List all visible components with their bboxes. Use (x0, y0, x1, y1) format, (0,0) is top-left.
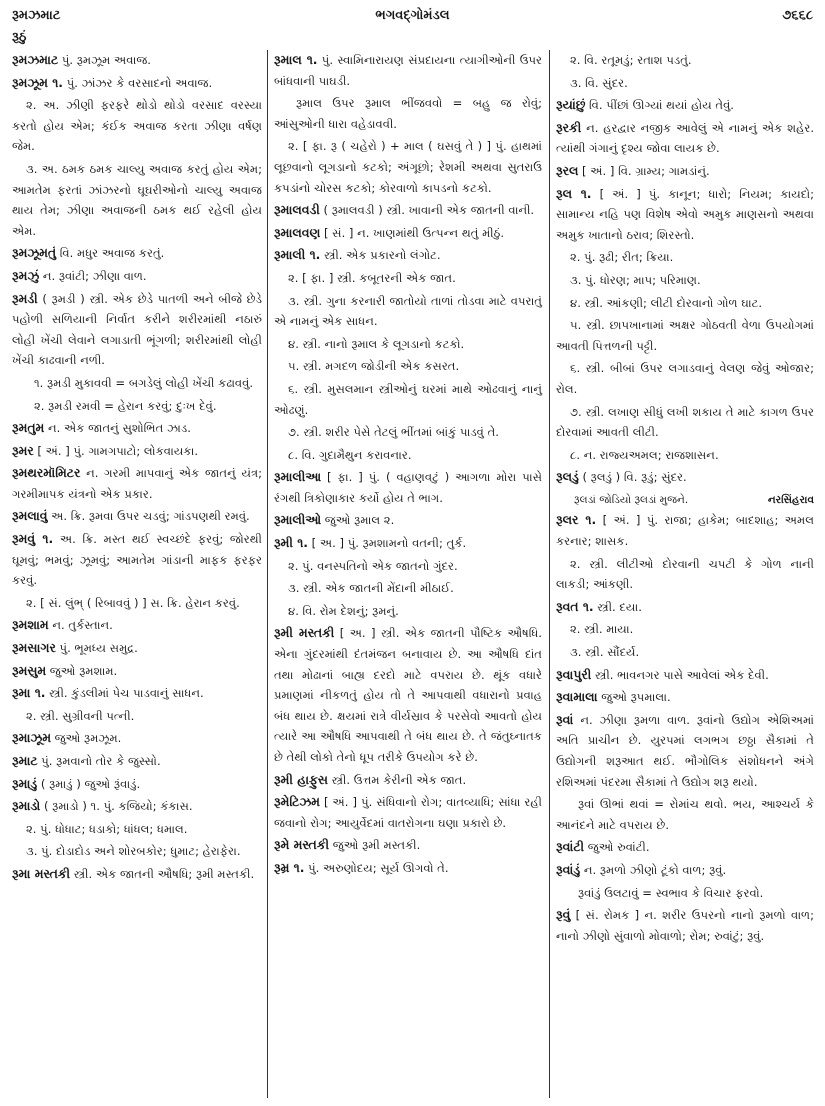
headword: રૂમેટિઝમ (274, 794, 320, 810)
definition-text: ૨. [ ફા. રૂ ( ચહેરો ) + માલ ( ઘસવું તે ) ] પું. હાથમાં લૂછવાનો લૂગડાનો કટકો; અંગૂછો; રેશમી અથવા સુતરાઉ કપડાંનો ચોરસ કટકો; કોરવાળો કાપડનો કટકો. (274, 139, 542, 195)
sense-item (274, 422, 542, 443)
definition-text: ન. હરદ્વાર નજીક આવેલું એ નામનું એક શહેર. ત્યાંથી ગંગાનું દૃશ્ય જોવા લાયક છે. (556, 120, 814, 156)
sense-item (274, 356, 542, 377)
definition-text: ૨. અ. ઝીણી ફરફરે થોડો થોડો વરસાદ વરસ્યા કરતો હોય એમ; કંઈક અવાજ કરતા ઝીણા વર્ષણ જેમ. (12, 98, 262, 154)
definition-text: ૨. પું. રૂઢી; રીત; ક્રિયા. (570, 250, 674, 265)
dictionary-entry (556, 118, 814, 159)
definition-text: ન. રૂમળો ઝીણો ટૂંકો વાળ; રૂવું. (580, 862, 727, 877)
definition-text: પું. અરુણોદય; સૂર્ય ઊગવો તે. (304, 860, 449, 875)
dictionary-entry (556, 905, 814, 946)
dictionary-entry (274, 510, 542, 531)
dictionary-entry (12, 683, 262, 704)
dictionary-entry (12, 774, 262, 795)
definition-text: [ અં. ] પું. રાજા; હાકેમ; બાદશાહ; અમલ કરનાર; શાસક. (556, 513, 814, 549)
definition-text: સ્ત્રી. ઉત્તમ કેરીની એક જાત. (327, 772, 467, 787)
dictionary-entry (274, 792, 542, 833)
headword: રૂમર (12, 442, 34, 458)
page-header (12, 8, 813, 28)
definition-text: ન. તુર્કસ્તાન. (48, 618, 113, 633)
headword: રૂમઝૂમ ૧. (12, 74, 64, 90)
usage-example (12, 373, 262, 394)
headword: રૂવાપુરી (556, 666, 592, 682)
dictionary-entry (556, 161, 814, 182)
headword: રૂમાડું (12, 775, 38, 791)
headword: રૂમશામ (12, 617, 49, 633)
definition-text: [ અં. ] પું. સંધિવાનો રોગ; વાતવ્યાધિ; સાંધા રહી જવાનો રોગ; આયુર્વેદમાં વાતરોગના ઘણા પ્રકારો છે. (274, 795, 542, 830)
definition-text: પું. ભૂમધ્ય સમુદ્ર. (55, 641, 138, 656)
dictionary-entry (274, 835, 542, 856)
definition-text: ન. ઝીણા રૂમળા વાળ. રૂવાંનો ઉદ્યોગ એશિઅમાં અતિ પ્રાચીન છે. યુરપમાં લગભગ છઠ્ઠા સૈકામાં તે ઉદ્યોગની શરૂઆત થઈ. ભૌગોલિક સંશોધનને અંગે રશિઅમાં પંદરમા સૈકામાં તે ઉદ્યોગ શરૂ થયો. (556, 712, 814, 789)
dictionary-entry (556, 467, 814, 488)
dictionary-entry (12, 661, 262, 682)
definition-text: ૩. સ્ત્રી. એક જાતની મેંદાની મીઠાઈ. (288, 581, 454, 596)
dictionary-entry (12, 266, 262, 287)
usage-example (274, 93, 542, 134)
column-divider (267, 50, 268, 1098)
headword: રૂલ ૧. (556, 185, 592, 201)
definition-text: ૪. સ્ત્રી. આંકણી; લીટી દોરવાનો ગોળ ઘાટ. (570, 295, 763, 310)
definition-text: ૫. સ્ત્રી. મગદળ જોડીની એક કસરત. (288, 359, 460, 374)
sense-item (12, 593, 262, 614)
sense-item (274, 601, 542, 622)
dictionary-entry (556, 510, 814, 551)
headword: રૂમડી (12, 290, 38, 306)
definition-text: ૩. પું. ધોરણ; માપ; પરિમાણ. (570, 272, 701, 287)
definition-text: ( રૂમાડો ) ૧. પું. કજિયો; કંકાસ. (40, 799, 193, 814)
headword: રૂમઝૂમતું (12, 245, 57, 261)
sense-item (274, 334, 542, 355)
definition-text: ૨. [ સં. લુંભ્ ( રિબાવવું ) ] સ. ક્રિ. હેરાન કરવું. (26, 595, 240, 610)
dictionary-entry (274, 200, 542, 221)
definition-text: ૨. સ્ત્રી. માયા. (570, 622, 634, 637)
sense-item (556, 50, 814, 71)
definition-text: ૮. વિ. ગુદામૈથુન કરાવનાર. (288, 447, 412, 462)
definition-text: ૪. સ્ત્રી. નાનો રૂમાલ કે લૂગડાનો કટકો. (288, 336, 465, 351)
definition-text: જુઓ રુવાંટી. (584, 840, 650, 855)
definition-text: ૨. પું. ધોધાટ; ધડાકો; ધાંધલ; ધમાલ. (26, 821, 188, 836)
first-guide-word: રૂમઝમાટ (12, 8, 61, 23)
headword: રૂવાંટી (556, 839, 585, 855)
headword: રૂમાટ (12, 753, 38, 768)
usage-example (12, 396, 262, 417)
definition-text: ૪. વિ. રોમ દેશનું; રૂમનું. (288, 603, 399, 618)
definition-text: ૬. સ્ત્રી. મુસલમાન સ્ત્રીઓનું ઘરમાં માથે ઓઢવાનું નાનું ઓઢણું. (274, 381, 542, 417)
column-3 (556, 50, 814, 948)
headword: રૂમલાવું (12, 508, 48, 524)
headword: રૂવું (556, 907, 571, 923)
definition-text: પું. ઝાંઝર કે વરસાદનો અવાજ. (63, 75, 213, 90)
headword: રૂમાડો (12, 798, 41, 814)
definition-text: ( રૂલડું ) વિ. રૂડું; સુંદર. (578, 470, 687, 485)
headword: રૂવાં (556, 711, 574, 727)
definition-text: [ અં. ] પું. ગામગપાટો; લોકવાયકા. (33, 443, 199, 458)
definition-text: રૂવાં ઊભાં થવાં = રોમાંચ થવો. ભય, આશ્ચર્ય કે આનંદને માટે વપરાય છે. (556, 797, 814, 832)
dictionary-entry (274, 770, 542, 791)
dictionary-entry (12, 796, 262, 817)
definition-text: પું. રૂમઝૂમ અવાજ. (58, 53, 151, 67)
dictionary-entry (556, 597, 814, 618)
headword: રૂરકી (556, 119, 582, 135)
sense-item (556, 293, 814, 314)
definition-text: અ. ક્રિ. રૂમવા ઉપર ચડવું; ગાંડપણથી રમવું. (47, 509, 250, 524)
dictionary-entry (12, 441, 262, 462)
quotation (556, 490, 814, 511)
headword: રૂમાલ ૧. (274, 52, 318, 67)
headword: રૂલડું (556, 469, 579, 485)
sense-item (12, 159, 262, 241)
sense-item (556, 619, 814, 640)
headword: રૂમાલીઓ (274, 512, 322, 528)
definition-text: [ અ. ] સ્ત્રી. એક જાતની પૌષ્ટિક ઔષધિ. એના ગુંદરમાંથી દંતમંજન બનાવાય છે. આ ઔષધિ દાંત તથા મોઢાનાં બાહ્ય દરદો માટે વપરાય છે. થૂંક વધારે પ્રમાણમાં નીકળતું હોય તો તે આપવાથી વધારાનો પ્રવાહ બંધ થાય છે. ક્ષયમાં રાત્રે વીર્યસ્રાવ કે પરસેવો આવતો હોય ત્યારે આ ઔષધિ આપવાથી તે બંધ થાય છે. તે જંતુઘ્નાતક છે તેથી લોકો તેનો ધૂપ તરીકે ઉપયોગ કરે છે. (274, 626, 542, 764)
dictionary-entry (12, 751, 262, 772)
headword: રૂમાલી ૧. (274, 247, 321, 263)
sense-item (274, 379, 542, 420)
dictionary-entry (274, 533, 542, 554)
sense-item (274, 578, 542, 599)
definition-text: ( રૂમાડું ) જુઓ રૂંવાડું. (37, 776, 141, 791)
definition-text: [ સં. રોમક ] ન. શરીર ઉપરનો નાનો રૂમળો વાળ; નાનો ઝીણો સુંવાળો મોવાળો; રોમ; રુવાંટું; રૂવું. (556, 908, 814, 943)
sense-item (556, 73, 814, 94)
sense-item (556, 358, 814, 399)
sense-item (556, 270, 814, 291)
sense-item (556, 247, 814, 268)
dictionary-entry (556, 710, 814, 792)
dictionary-entry (274, 467, 542, 508)
definition-text: ૬. સ્ત્રી. બીબાં ઉપર લગાડવાનું વેલણ જેવું ઓજાર; રોલ. (556, 361, 814, 396)
dictionary-entry (12, 289, 262, 371)
sense-item (12, 95, 262, 157)
headword: રૂમે મસ્તકી (274, 837, 330, 853)
dictionary-entry (556, 665, 814, 686)
definition-text: ૭. સ્ત્રી. લખાણ સીધું લખી શકાય તે માટે કાગળ ઉપર દોરવામાં આવતી લીટી. (556, 404, 814, 440)
dictionary-entry (556, 95, 814, 116)
headword: રૂમ્ર ૧. (274, 859, 305, 875)
headword: રૂલર ૧. (556, 512, 597, 528)
dictionary-entry (12, 864, 262, 885)
definition-text: જુઓ રૂમાલ ૨. (321, 513, 395, 528)
dictionary-entry (12, 73, 262, 94)
definition-text: ૩. અ. ઠમક ઠમક ચાલ્યુ અવાજ કરતું હોય એમ; આમતેમ ફરતાં ઝાંઝરનો ઘૂઘરીઓનો ચાલ્યુ અવાજ થાય તેમ; ઝીણા અવાજની ઠમક થઈ રહેલી હોય એમ. (12, 161, 262, 238)
definition-text: [ અં. ] વિ. ગ્રામ્ય; ગામડાંનું. (578, 163, 710, 178)
sense-item (556, 554, 814, 595)
sense-item (274, 268, 542, 289)
headword: રૂમતુમ (12, 420, 45, 436)
dictionary-entry (12, 638, 262, 659)
usage-example (556, 883, 814, 904)
page-number: ૭૬૬૮ (782, 8, 813, 23)
headword: રૂરલ (556, 162, 579, 178)
definition-text: પું. સ્વામિનારાયણ સંપ્રદાયના ત્યાગીઓની ઉપર બાંધવાની પાઘડી. (274, 53, 542, 88)
dictionary-entry (274, 245, 542, 266)
sense-item (274, 556, 542, 577)
headword: રૂમાઝૂમ (12, 730, 51, 746)
sense-item (12, 841, 262, 862)
headword: રૂમા ૧. (12, 685, 46, 701)
headword: રૂમાલીઆ (274, 469, 322, 485)
definition-text: અ. ક્રિ. મસ્ત થઈ સ્વચ્છંદે ફરવું; જોરથી ઘૂમવું; ભમવું; ઝૂમવું; આમતેમ ગાંડાની માફક ફરફર કરવું. (12, 532, 263, 588)
headword: રૂવત ૧. (556, 598, 594, 614)
dictionary-entry (556, 860, 814, 881)
definition-text: ૨. વિ. રતૂમડું; રતાશ પડતું. (570, 53, 692, 67)
sense-item (556, 402, 814, 443)
definition-text: ન. રૂવાંટી; ઝીણા વાળ. (39, 268, 147, 283)
dictionary-entry (12, 463, 262, 504)
sense-item (556, 445, 814, 466)
headword: રૂમી ૧. (274, 535, 308, 551)
sense-item (274, 136, 542, 198)
definition-text: પું. રૂમવાનો તોર કે જુસ્સો. (37, 754, 161, 768)
definition-text: સ્ત્રી. કુંડલીમાં પેચ પાડવાનું સાધન. (45, 686, 204, 701)
headword: રૂમસુમ (12, 662, 47, 678)
headword: રૂમી હાફુસ (274, 771, 328, 787)
sense-item (12, 819, 262, 840)
definition-text: [ ફા. ] પું. ( વહાણવટું ) આગળા મોરા પાસે રંગથી ત્રિકોણાકાર કર્યો હોય તે ભાગ. (274, 470, 542, 505)
definition-text: જુઓ રૂમઝૂમ. (50, 731, 122, 746)
column-divider (549, 50, 550, 1098)
headword: રૂમાલવડી (274, 202, 320, 218)
dictionary-entry (12, 243, 262, 264)
dictionary-entry (12, 506, 262, 527)
dictionary-entry (274, 623, 542, 767)
headword: રૂમવું ૧. (12, 531, 54, 547)
definition-text: ૩. સ્ત્રી. ગુના કરનારી જાતોયો તાળાં તોડવા માટે વપરાતું એ નામનું એક સાધન. (274, 293, 542, 329)
definition-text: સ્ત્રી. એક પ્રકારનો લંગોટ. (320, 248, 441, 263)
column-1 (12, 50, 262, 887)
definition-text: રૂમાલ ઉપર રૂમાલ ભીંજવવો = બહુ જ રોવું; આંસુઓની ધારા વહેડાવવી. (274, 96, 542, 131)
headword: રૂમથરમૉમિટર (12, 465, 81, 481)
definition-text: સ્ત્રી. એક જાતની ઔષધિ; રૂમી મસ્તકી. (70, 866, 255, 881)
dictionary-entry (274, 858, 542, 879)
definition-text: [ સં. ] ન. ખાણમાંથી ઉત્પન્ન થતું મીઠું. (320, 225, 505, 240)
definition-text: ૩. સ્ત્રી. સૌંદર્ય. (570, 645, 640, 660)
definition-text: ૨. સ્ત્રી. લીટીઓ દોરવાની ચપટી કે ગોળ નાની લાકડી; આંકણી. (556, 556, 814, 592)
dictionary-entry (556, 837, 814, 858)
dictionary-entry (12, 50, 262, 71)
definition-text: ૧. રૂમડી મુકાવવી = બગડેલું લોહી ખેંચી કઢાવવું. (34, 375, 254, 390)
definition-text: ૮. ન. રાજ્યઅમલ; રાજશાસન. (570, 447, 719, 462)
definition-text: ૨. રૂમડી રમવી = હેરાન કરવું; દુઃખ દેવું. (34, 398, 217, 413)
headword: રૂવામાલા (556, 689, 598, 705)
definition-text: ૩. વિ. સુંદર. (570, 75, 628, 90)
definition-text: ( રૂમાલવડી ) સ્ત્રી. ખાવાની એક જાતની વાની. (319, 203, 535, 218)
sense-item (274, 291, 542, 332)
quote-author: નરસિંહરાવ (767, 493, 814, 506)
definition-text: સ્ત્રી. ભાવનગર પાસે આવેલાં એક દેવી. (591, 667, 769, 682)
definition-text: જુઓ રૂમી મસ્તકી. (329, 838, 421, 853)
definition-text: ૨. [ ફા. ] સ્ત્રી. કબૂતરની એક જાત. (288, 270, 456, 285)
headword: રૂમી મસ્તકી (274, 625, 335, 641)
column-2 (274, 50, 542, 881)
headword: રૂમાલવણ (274, 224, 321, 240)
headword: રૂયાંછું (556, 97, 586, 113)
sense-item (274, 445, 542, 466)
dictionary-entry (274, 223, 542, 244)
definition-text: ૭. સ્ત્રી. શરીર પેસે તેટલું ભીંતમાં બાંકું પાડવું તે. (288, 425, 499, 440)
headword: રૂમઝું (12, 267, 40, 283)
dictionary-entry (12, 728, 262, 749)
definition-text: વિ. પીંછાં ઊગ્યાં થયાં હોય તેવું. (585, 98, 734, 113)
definition-text: [ અં. ] પું. કાનૂન; ધારો; નિયમ; કાયદો; સામાન્ય નહિ પણ વિશેષ એવો અમુક માણસનો અથવા અમુક ખાતાનો ઠરાવ; શિરસ્તો. (556, 186, 814, 242)
definition-text: રૂવાંડું ઉલટાવું = સ્વભાવ કે વિચાર ફરવો. (578, 885, 764, 900)
definition-text: સ્ત્રી. દયા. (593, 599, 642, 614)
definition-text: જુઓ રૂપમાલા. (597, 690, 671, 705)
definition-text: ન. ગરમી માપવાનું એક જાતનું યંત્ર; ગરમીમાપક યંત્રનો એક પ્રકાર. (12, 466, 262, 501)
headword: રૂમા મસ્તકી (12, 865, 71, 881)
dictionary-entry (556, 184, 814, 246)
usage-example (556, 794, 814, 835)
book-title: ભગવદ્ગોમંડલ (375, 8, 450, 23)
headword: રૂવાંડું (556, 861, 581, 877)
sense-item (556, 315, 814, 356)
dictionary-entry (12, 418, 262, 439)
definition-text: ૩. પું. દોડાદોડ અને શોરબકોર; ધુમાટ; હેરાફેરા. (26, 844, 241, 859)
last-guide-word: રૂઠું (12, 30, 27, 45)
definition-text: ( રૂમડી ) સ્ત્રી. એક છેડે પાતળી અને બીજે છેડે પહોળી સળિયાની નિર્વાત કરીને શરીરમાંથી નઠારું લોહી ખેંચી લેવાને લગાડાતી ભૂંગળી; શરીરમાંથી લોહી ખેંચી કાઢવાની નળી. (12, 291, 262, 368)
quote-text: રૂલડાં જોડિયો રૂલડાં મુજને. (574, 493, 689, 506)
dictionary-entry (12, 615, 262, 636)
dictionary-entry (556, 687, 814, 708)
dictionary-entry (12, 529, 262, 591)
definition-text: જુઓ રૂમશામ. (46, 663, 118, 678)
definition-text: ૫. સ્ત્રી. છાપખાનામાં અક્ષર ગોઠવતી વેળા ઉપયોગમાં આવતી પિત્તળની પટ્ટી. (556, 318, 814, 353)
definition-text: વિ. મધુર અવાજ કરતું. (56, 246, 165, 261)
sense-item (12, 706, 262, 727)
definition-text: [ અ. ] પું. રૂમશામનો વતની; તુર્ક. (307, 536, 467, 551)
headword: રૂમઝમાટ (12, 52, 59, 67)
definition-text: ૨. સ્ત્રી. સુગ્રીવની પત્ની. (26, 708, 135, 723)
sense-item (556, 642, 814, 663)
definition-text: ન. એક જાતનું સુશોભિત ઝાડ. (44, 421, 191, 436)
dictionary-entry (274, 50, 542, 91)
definition-text: ૨. પું. વનસ્પતિનો એક જાતનો ગુંદર. (288, 558, 458, 573)
headword: રૂમસાગર (12, 640, 56, 656)
